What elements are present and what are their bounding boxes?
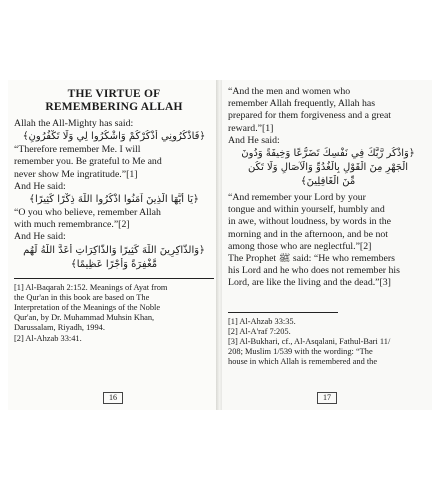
arabic-verse: مَّغْفِرَةً وَأَجْرًا عَظِيمًا﴾: [70, 258, 158, 270]
footnote: the Qur'an in this book are based on The: [14, 292, 150, 302]
book-spread: [8, 80, 432, 410]
footnote: Darussalam, Riyadh, 1994.: [14, 323, 105, 333]
intro-text: Allah the All-Mighty has said:: [14, 118, 134, 129]
text-line: And He said:: [14, 231, 66, 243]
arabic-verse: ﴿فَاذْكُرُونِي أَذْكُرْكُمْ وَاشْكُرُوا لِي وَلَا تَكْفُرُونِ﴾: [22, 131, 206, 143]
text-line: with much remembrance.”[2]: [14, 219, 130, 231]
text-line: And He said:: [14, 180, 66, 192]
footnote: [2] Al-A'raf 7:205.: [228, 326, 291, 336]
arabic-verse: ﴿وَالذَّاكِرِينَ اللَّهَ كَثِيرًا وَالذَّاكِرَاتِ أَعَدَّ اللَّهُ لَهُم: [23, 244, 205, 256]
text-line: prepared for them forgiveness and a great: [228, 110, 392, 122]
footnote: [1] Al-Baqarah 2:152. Meanings of Ayat from: [14, 282, 168, 292]
intro-row: [14, 118, 214, 130]
text-line: tongue and within yourself, humbly and: [228, 204, 385, 216]
text-line: never show Me ingratitude.”[1]: [14, 168, 138, 180]
right-page: [222, 80, 432, 410]
text-line: remember you. Be grateful to Me and: [14, 156, 162, 168]
arabic-verse: الْجَهْرِ مِنَ الْقَوْلِ بِالْغُدُوِّ وَالْآصَالِ وَلَا تَكُن: [247, 162, 409, 174]
text-line: his Lord and he who does not remember his: [228, 265, 400, 277]
text-line: reward.”[1]: [228, 122, 274, 134]
text-line: “And remember your Lord by your: [228, 192, 366, 204]
arabic-verse: ﴿يَا أَيُّهَا الَّذِينَ آمَنُوا اذْكُرُوا اللَّهَ ذِكْرًا كَثِيرًا﴾: [29, 194, 199, 206]
footnote: house in which Allah is remembered and the: [228, 357, 378, 367]
text-line: in awe, without loudness, by words in the: [228, 216, 391, 228]
text-line: And He said:: [228, 134, 280, 146]
text-line: The Prophet ﷺ said: “He who remembers: [228, 253, 395, 265]
text-line: “And the men and women who: [228, 86, 351, 97]
text-line: “Therefore remember Me. I will: [14, 144, 141, 156]
footnote-separator: [228, 312, 338, 313]
footnote: 208; Muslim 1/539 with the wording: “The: [228, 347, 373, 357]
page-number: 17: [317, 392, 337, 404]
footnote: Interpretation of the Meanings of the Noble: [14, 303, 161, 313]
footnote: [3] Al-Bukhari, cf., Al-Asqalani, Fathul-Bari 11/: [228, 337, 391, 347]
arabic-verse: مِّنَ الْغَافِلِينَ﴾: [300, 176, 356, 188]
left-page: [8, 80, 218, 410]
footnote: [2] Al-Ahzab 33:41.: [14, 333, 82, 343]
text-line: “O you who believe, remember Allah: [14, 207, 161, 219]
arabic-verse: ﴿وَاذْكُر رَّبَّكَ فِي نَفْسِكَ تَضَرُّعًا وَخِيفَةً وَدُونَ: [241, 148, 415, 160]
page-heading: [14, 88, 214, 114]
page-number: 16: [103, 392, 123, 404]
text-line: morning and in the afternoon, and be not: [228, 228, 388, 240]
footnote: Qur'an, by Dr. Muhammad Muhsin Khan,: [14, 313, 155, 323]
heading-line: THE VIRTUE OF: [67, 88, 161, 100]
footnote: [1] Al-Ahzab 33:35.: [228, 316, 296, 326]
heading-line: REMEMBERING ALLAH: [45, 101, 183, 113]
footnote-separator: [14, 278, 214, 279]
text-line: remember Allah frequently, Allah has: [228, 98, 376, 110]
text-line: among those who are neglectful.”[2]: [228, 240, 372, 252]
text-line: Lord, are like the living and the dead.”[3]: [228, 277, 391, 289]
